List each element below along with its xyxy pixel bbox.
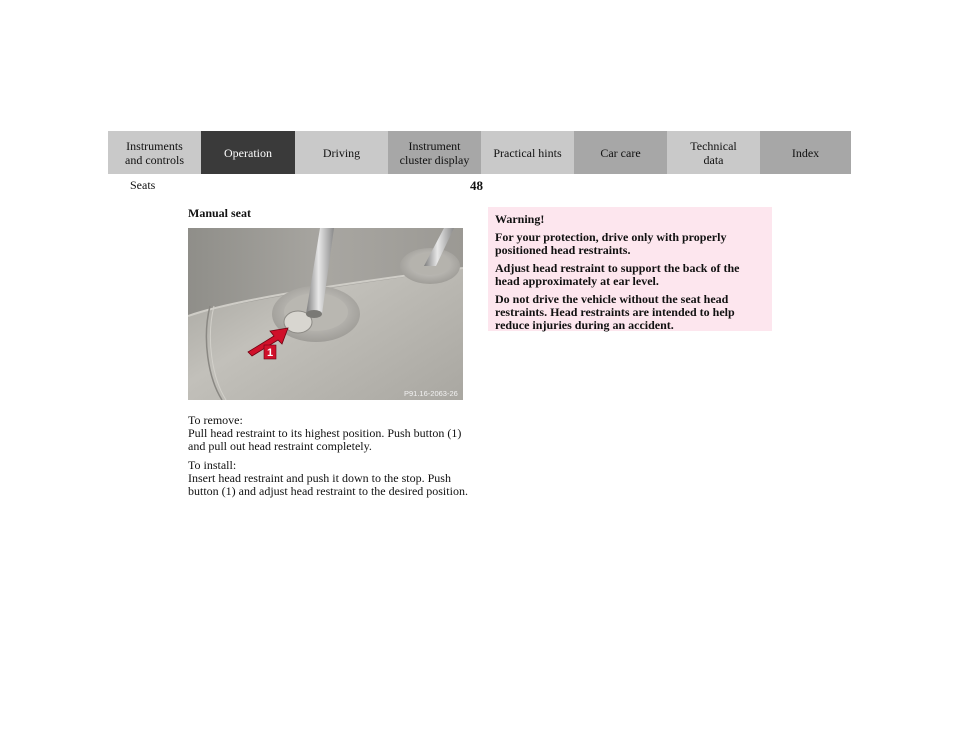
tab-index[interactable]: Index xyxy=(760,131,851,174)
warning-line: For your protection, drive only with properly positioned head restraints. xyxy=(495,230,727,257)
remove-text: Pull head restraint to its highest position. Push button (1) and pull out head restraint completely. xyxy=(188,426,462,453)
warning-box xyxy=(488,207,772,331)
callout-number: 1 xyxy=(266,347,274,359)
page-number: 48 xyxy=(470,178,483,193)
tab-practical-hints[interactable]: Practical hints xyxy=(481,131,574,174)
tab-car-care[interactable]: Car care xyxy=(574,131,667,174)
head-restraint-illustration xyxy=(188,228,463,400)
section-tabs xyxy=(108,131,851,174)
warning-line: Do not drive the vehicle without the seat head restraints. Head restraints are intended to help reduce injuries during an accident. xyxy=(495,292,735,332)
section-heading: Manual seat xyxy=(188,206,251,220)
tab-instrument-cluster-display[interactable]: Instrument cluster display xyxy=(388,131,481,174)
tab-technical-data[interactable]: Technical data xyxy=(667,131,760,174)
warning-line: Adjust head restraint to support the back of the head approximately at ear level. xyxy=(495,261,740,288)
tab-instruments-and-controls[interactable]: Instruments and controls xyxy=(108,131,201,174)
instructions xyxy=(188,414,473,504)
remove-title: To remove: xyxy=(188,413,243,427)
install-instructions xyxy=(188,459,473,498)
install-text: Insert head restraint and push it down to the stop. Push button (1) and adjust head restraint to the desired position. xyxy=(188,471,468,498)
install-title: To install: xyxy=(188,458,237,472)
warning-title: Warning! xyxy=(495,212,545,226)
remove-instructions xyxy=(188,414,473,453)
tab-driving[interactable]: Driving xyxy=(295,131,388,174)
section-name: Seats xyxy=(130,178,156,192)
tab-operation[interactable]: Operation xyxy=(201,131,295,174)
figure-code: P91.16-2063-26 xyxy=(404,389,458,398)
page-header xyxy=(0,178,960,194)
